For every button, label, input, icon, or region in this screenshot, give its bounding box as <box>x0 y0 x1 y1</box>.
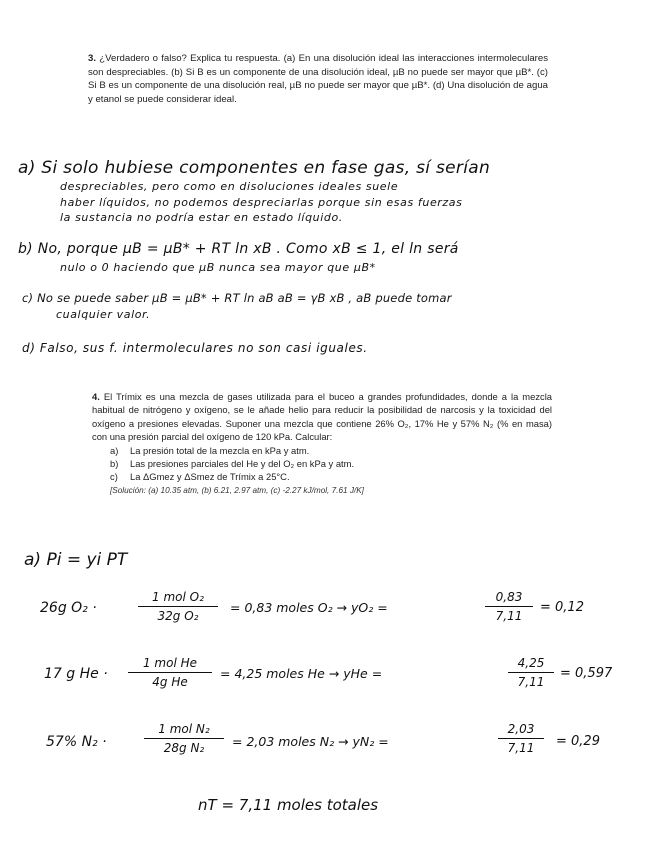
he-conv-num: 1 mol He <box>142 656 198 670</box>
o2-conversion-fraction <box>138 590 218 623</box>
o2-result: = 0,12 <box>540 600 584 615</box>
answer-3a-line-4: la sustancia no podría estar en estado líquido. <box>60 211 343 224</box>
answer-3b-line-1: b) No, porque µB = µB* + RT ln xB . Como xB ≤ 1, el ln será <box>18 241 459 257</box>
question-4 <box>92 390 552 497</box>
option-b: b) Las presiones parciales del He y del O₂ en kPa y atm. <box>110 458 355 470</box>
answer-3d: d) Falso, sus f. intermoleculares no son casi iguales. <box>22 341 368 355</box>
question-3 <box>88 52 548 106</box>
question-4-options <box>92 444 552 484</box>
n2-conversion-fraction <box>144 722 224 755</box>
answer-3c-line-1: c) No se puede saber µB = µB* + RT ln aB aB = γB xB , aB puede tomar <box>22 291 452 305</box>
n2-frac-den: 7,11 <box>507 741 535 755</box>
he-mass: 17 g He · <box>44 666 108 682</box>
total-moles: nT = 7,11 moles totales <box>198 796 379 814</box>
option-c: c) La ΔGmez y ΔSmez de Trímix a 25°C. <box>110 471 290 483</box>
n2-frac-num: 2,03 <box>507 722 535 736</box>
n2-moles: = 2,03 moles N₂ → yN₂ = <box>232 734 389 749</box>
he-moles: = 4,25 moles He → yHe = <box>220 666 383 681</box>
answer-3a-line-1: a) Si solo hubiese componentes en fase gas, sí serían <box>18 158 491 178</box>
o2-mass: 26g O₂ · <box>40 600 97 616</box>
n2-result: = 0,29 <box>556 734 600 749</box>
question-3-text: ¿Verdadero o falso? Explica tu respuesta. (a) En una disolución ideal las interacciones intermoleculares son despreciables. (b) Si B es un componente de una disolución ideal, µB no puede ser mayor que µB*. (c) Si B es un componente de una disolución real, µB no puede ser mayor que µB*. (d) Una disolución de agua y etanol se puede considerar ideal. <box>88 53 548 105</box>
n2-fraction <box>498 722 544 755</box>
answer-4-formula: a) Pi = yi PT <box>24 550 128 570</box>
n2-mass: 57% N₂ · <box>46 734 107 750</box>
o2-conv-num: 1 mol O₂ <box>152 590 204 604</box>
he-result: = 0,597 <box>560 666 613 681</box>
n2-conv-den: 28g N₂ <box>163 741 205 755</box>
o2-frac-den: 7,11 <box>495 609 523 623</box>
question-4-solution: [Solución: (a) 10.35 atm, (b) 6.21, 2.97 atm, (c) -2.27 kJ/mol, 7.61 J/K] <box>110 485 364 495</box>
o2-moles: = 0,83 moles O₂ → yO₂ = <box>230 600 388 615</box>
question-4-text: El Trímix es una mezcla de gases utilizada para el buceo a grandes profundidades, donde a la mezcla habitual de nitrógeno y oxígeno, se le añade helio para reducir la posibilidad de narcosis y la toxicidad del oxígeno a presiones elevadas. Suponer una mezcla que contiene 26% O₂, 17% He y 57% N₂ (% en masa) con una presión parcial del oxígeno de 120 kPa. Calcular: <box>92 391 552 443</box>
he-conversion-fraction <box>128 656 212 689</box>
n2-conv-num: 1 mol N₂ <box>158 722 210 736</box>
o2-fraction <box>485 590 533 623</box>
answer-3b-line-2: nulo o 0 haciendo que µB nunca sea mayor que µB* <box>60 261 376 274</box>
he-frac-num: 4,25 <box>517 656 545 670</box>
answer-3a-line-2: despreciables, pero como en disoluciones ideales suele <box>60 180 399 193</box>
option-a: a) La presión total de la mezcla en kPa y atm. <box>110 444 310 456</box>
question-4-number: 4. <box>92 391 100 402</box>
he-conv-den: 4g He <box>152 675 188 689</box>
he-frac-den: 7,11 <box>517 675 545 689</box>
o2-frac-num: 0,83 <box>495 590 523 604</box>
o2-conv-den: 32g O₂ <box>157 609 199 623</box>
answer-3a-line-3: haber líquidos, no podemos despreciarlas porque sin esas fuerzas <box>60 196 463 209</box>
he-fraction <box>508 656 554 689</box>
answer-3c-line-2: cualquier valor. <box>56 308 151 321</box>
question-3-number: 3. <box>88 53 97 64</box>
